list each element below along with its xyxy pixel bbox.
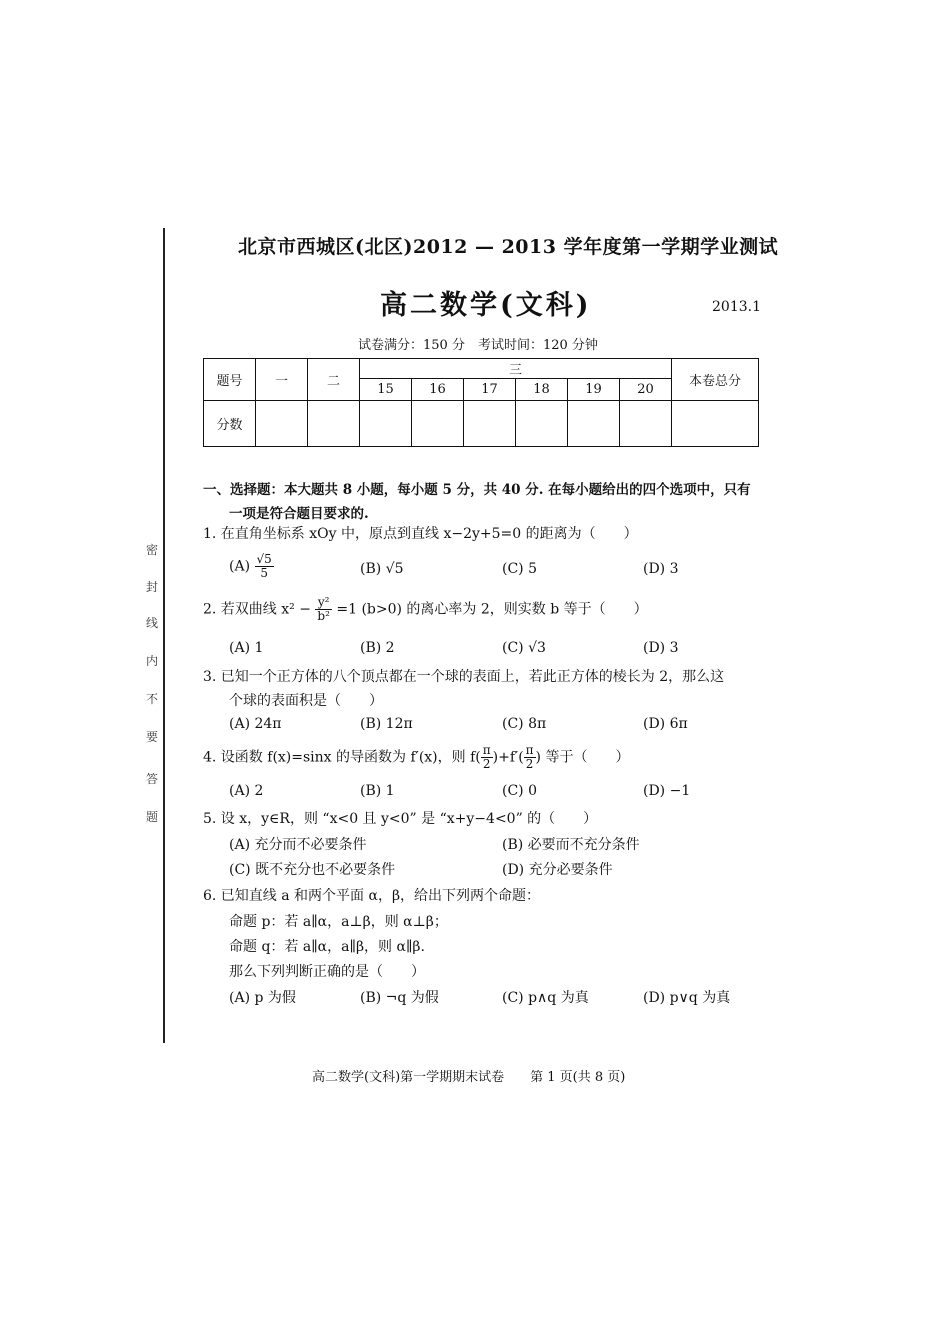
q4-stem-pre: 4. 设函数 f(x)=sinx 的导函数为 f′(x)，则 f( [203,749,481,766]
q4-option-a: (A) 2 [229,783,264,799]
q5-option-d: (D) 充分必要条件 [502,862,613,878]
q2-fraction [315,596,332,623]
col-q15: 15 [360,379,412,401]
q5-option-b: (B) 必要而不充分条件 [502,837,640,853]
q4-stem-post: ) 等于（ ） [535,749,630,766]
side-char-3: 线 [146,616,159,630]
q1-a-denominator: 5 [260,566,268,581]
q2-option-d: (D) 3 [643,640,679,656]
score-cell[interactable] [360,401,412,447]
score-table [203,358,759,447]
q4-stem [203,744,629,771]
q5-stem: 5. 设 x，y∈R，则 “x<0 且 y<0” 是 “x+y−4<0” 的（ ） [203,811,598,827]
q4-frac1-numerator: π [482,743,491,757]
q3-option-b: (B) 12π [360,716,413,732]
q6-proposition-q: 命题 q：若 a∥α，a∥β，则 α∥β. [229,939,425,955]
q2-stem-pre: 2. 若双曲线 x² − [203,601,311,618]
side-char-8: 题 [146,810,159,824]
q1-option-a-label: (A) [229,558,251,575]
q6-question: 那么下列判断正确的是（ ） [229,964,425,980]
q4-frac1-denominator: 2 [482,757,491,772]
q2-frac-numerator: y² [315,596,332,610]
binding-line [163,228,165,1043]
q6-proposition-p: 命题 p：若 a∥α，a⊥β，则 α⊥β； [229,914,448,930]
col-q17: 17 [464,379,516,401]
row-label-number: 题号 [204,359,256,401]
side-char-7: 答 [146,772,159,786]
q6-option-c: (C) p∧q 为真 [502,990,589,1006]
score-cell[interactable] [412,401,464,447]
col-q19: 19 [568,379,620,401]
col-part-two: 二 [308,359,360,401]
exam-date: 2013.1 [712,299,761,315]
exam-title: 北京市西城区(北区)2012 — 2013 学年度第一学期学业测试 [238,236,779,258]
q4-fraction-2 [524,744,536,771]
q1-a-numerator: √5 [256,552,272,566]
q1-option-c: (C) 5 [502,561,537,577]
col-q16: 16 [412,379,464,401]
q2-option-c: (C) √3 [502,640,546,656]
exam-meta: 试卷满分：150 分 考试时间：120 分钟 [358,338,598,353]
score-cell[interactable] [568,401,620,447]
q6-option-b: (B) ¬q 为假 [360,990,439,1006]
q4-frac2-denominator: 2 [525,757,534,772]
side-char-2: 封 [146,580,159,594]
section-heading-line1: 一、选择题：本大题共 8 小题，每小题 5 分，共 40 分. 在每小题给出的四个选项中，只有 [203,482,751,498]
exam-subtitle: 高二数学(文科) [380,290,592,321]
q2-frac-denominator: b² [317,609,330,624]
q3-option-a: (A) 24π [229,716,282,732]
q2-stem-post: =1 (b>0) 的离心率为 2，则实数 b 等于（ ） [336,601,648,618]
q3-option-c: (C) 8π [502,716,547,732]
q1-stem: 1. 在直角坐标系 xOy 中，原点到直线 x−2y+5=0 的距离为（ ） [203,526,638,542]
q1-option-b: (B) √5 [360,561,404,577]
side-char-4: 内 [146,654,159,668]
q4-option-c: (C) 0 [502,783,537,799]
q4-frac2-numerator: π [525,743,534,757]
q6-stem: 6. 已知直线 a 和两个平面 α，β，给出下列两个命题： [203,888,541,904]
col-total: 本卷总分 [672,359,759,401]
q2-option-b: (B) 2 [360,640,395,656]
q4-stem-mid: )+f′( [492,749,524,766]
col-q18: 18 [516,379,568,401]
score-cell-total[interactable] [672,401,759,447]
score-cell[interactable] [256,401,308,447]
col-part-three: 三 [360,359,672,379]
section-heading-line2: 一项是符合题目要求的. [229,506,369,522]
q4-option-d: (D) −1 [643,783,691,799]
q6-option-a: (A) p 为假 [229,990,296,1006]
score-cell[interactable] [620,401,672,447]
side-char-1: 密 [146,543,159,557]
q5-option-a: (A) 充分而不必要条件 [229,837,367,853]
side-char-5: 不 [146,692,159,706]
row-label-score: 分数 [204,401,256,447]
side-char-6: 要 [146,730,159,744]
q1-option-d: (D) 3 [643,561,679,577]
q1-option-a-fraction [255,553,274,580]
q4-fraction-1 [481,744,493,771]
score-cell[interactable] [516,401,568,447]
q3-stem-line1: 3. 已知一个正方体的八个顶点都在一个球的表面上，若此正方体的棱长为 2，那么这 [203,669,725,685]
q5-option-c: (C) 既不充分也不必要条件 [229,862,396,878]
q2-stem [203,596,648,623]
q3-stem-line2: 个球的表面积是（ ） [229,693,383,709]
q4-option-b: (B) 1 [360,783,395,799]
col-q20: 20 [620,379,672,401]
page-footer: 高二数学(文科)第一学期期末试卷 第 1 页(共 8 页) [312,1070,626,1085]
score-cell[interactable] [464,401,516,447]
q1-option-a [229,553,274,580]
score-cell[interactable] [308,401,360,447]
q6-option-d: (D) p∨q 为真 [643,990,731,1006]
q3-option-d: (D) 6π [643,716,688,732]
q2-option-a: (A) 1 [229,640,264,656]
col-part-one: 一 [256,359,308,401]
